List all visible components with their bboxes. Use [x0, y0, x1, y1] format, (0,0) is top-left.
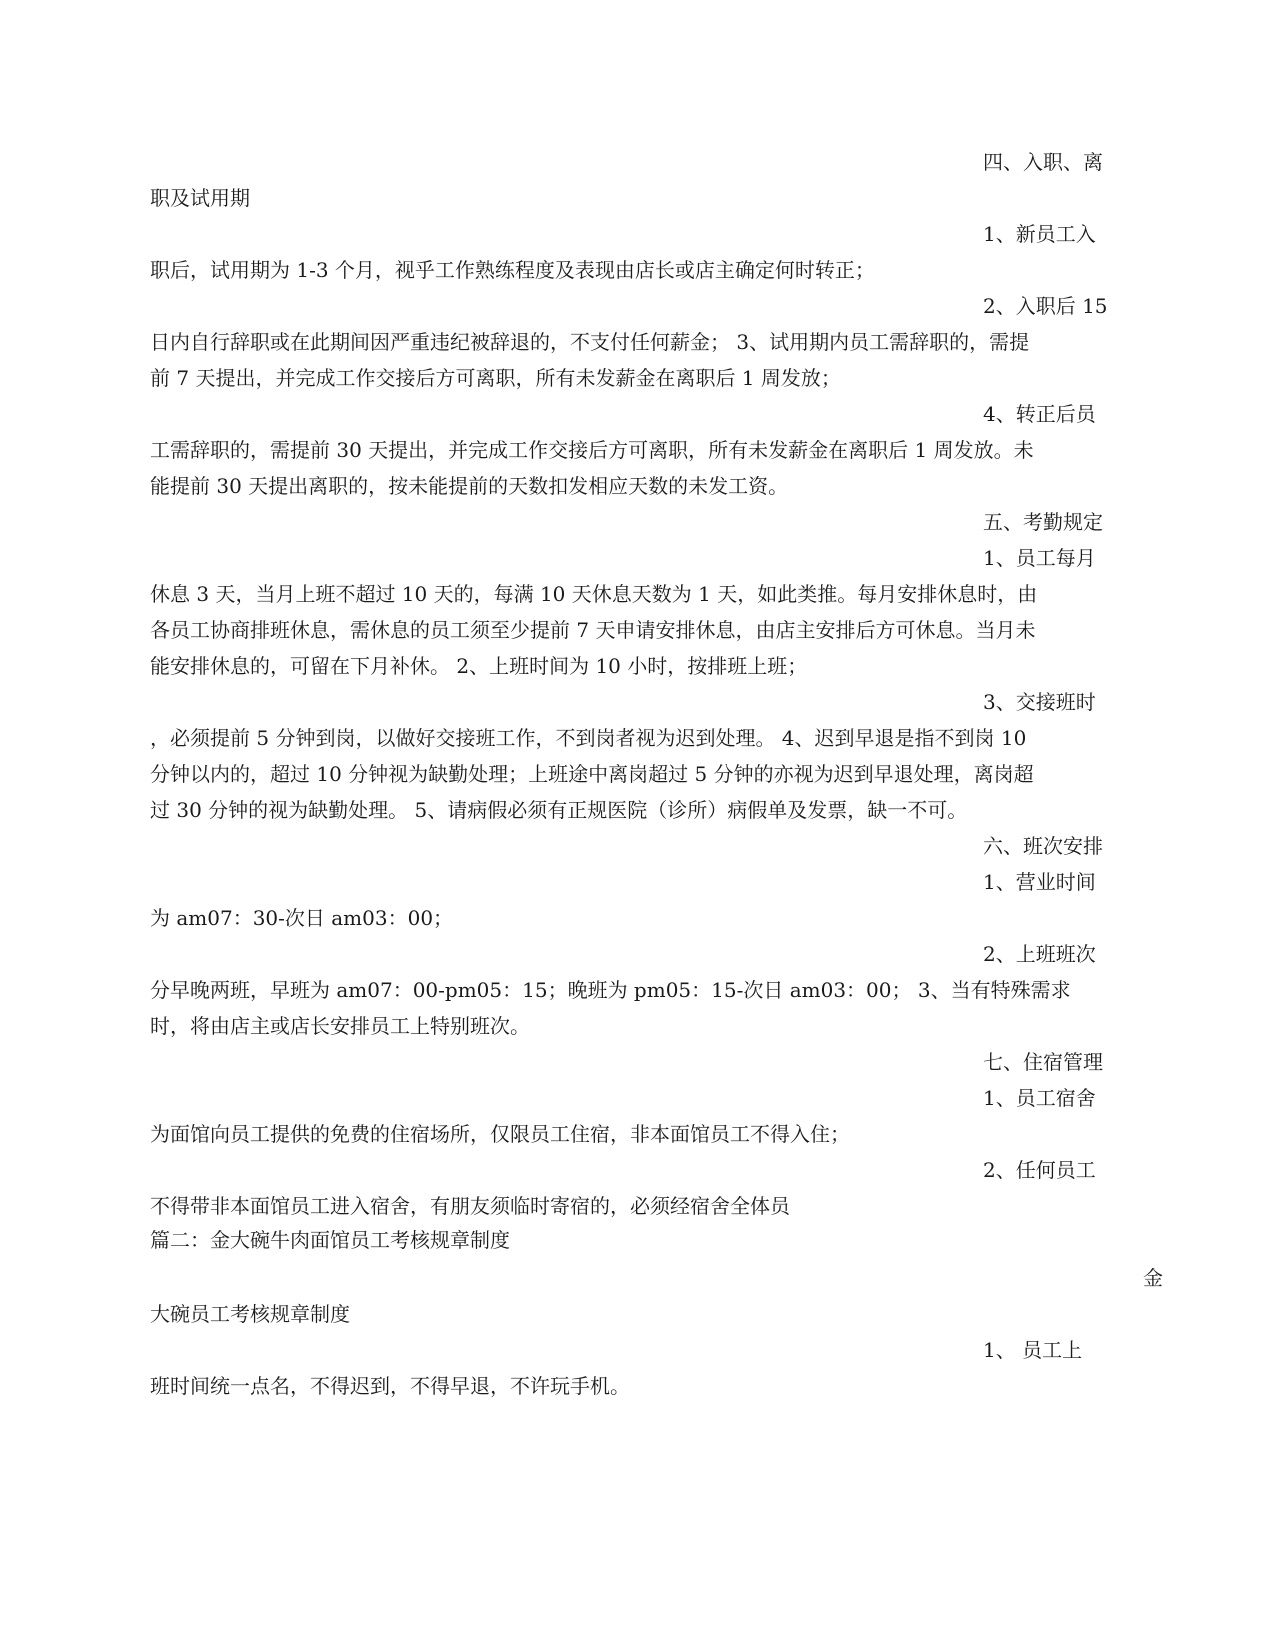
- text-line: 不得带非本面馆员工进入宿舍，有朋友须临时寄宿的，必须经宿舍全体员: [150, 1194, 790, 1218]
- text-line: 大碗员工考核规章制度: [150, 1302, 350, 1326]
- text-line: 3、交接班时: [983, 690, 1096, 714]
- text-line: 2、任何员工: [983, 1158, 1096, 1182]
- text-line: ，必须提前 5 分钟到岗，以做好交接班工作，不到岗者视为迟到处理。 4、迟到早退是指不到岗 10: [150, 726, 1027, 750]
- section-heading-4: 四、入职、离: [983, 150, 1103, 174]
- text-line: 1、营业时间: [983, 870, 1096, 894]
- text-line: 1、员工宿舍: [983, 1086, 1096, 1110]
- text-line: 能安排休息的，可留在下月补休。 2、上班时间为 10 小时，按排班上班；: [150, 654, 808, 678]
- section-heading-5: 五、考勤规定: [983, 510, 1103, 534]
- text-line: 时，将由店主或店长安排员工上特别班次。: [150, 1014, 530, 1038]
- text-line: 金: [1143, 1266, 1163, 1290]
- text-line: 工需辞职的，需提前 30 天提出，并完成工作交接后方可离职，所有未发薪金在离职后 1 周发放。未: [150, 438, 1034, 462]
- text-line: 1、 员工上: [983, 1338, 1083, 1362]
- text-line: 1、员工每月: [983, 546, 1096, 570]
- text-line: 能提前 30 天提出离职的，按未能提前的天数扣发相应天数的未发工资。: [150, 474, 789, 498]
- text-line: 班时间统一点名，不得迟到，不得早退，不许玩手机。: [150, 1374, 630, 1398]
- text-line: 4、转正后员: [983, 402, 1096, 426]
- text-line: 过 30 分钟的视为缺勤处理。 5、请病假必须有正规医院（诊所）病假单及发票，缺一不可。: [150, 798, 968, 822]
- text-line: 休息 3 天，当月上班不超过 10 天的，每满 10 天休息天数为 1 天，如此类推。每月安排休息时，由: [150, 582, 1038, 606]
- text-line: 分钟以内的，超过 10 分钟视为缺勤处理；上班途中离岗超过 5 分钟的亦视为迟到早退处理，离岗超: [150, 762, 1034, 786]
- text-line: 1、新员工入: [983, 222, 1096, 246]
- text-line: 各员工协商排班休息，需休息的员工须至少提前 7 天申请安排休息，由店主安排后方可休息。当月未: [150, 618, 1036, 642]
- text-line: 日内自行辞职或在此期间因严重违纪被辞退的，不支付任何薪金； 3、试用期内员工需辞职的，需提: [150, 330, 1030, 354]
- section-heading-7: 七、住宿管理: [983, 1050, 1103, 1074]
- section-heading-6: 六、班次安排: [983, 834, 1103, 858]
- text-line: 2、入职后 15: [983, 294, 1108, 318]
- text-line: 职后，试用期为 1-3 个月，视乎工作熟练程度及表现由店长或店主确定何时转正；: [150, 258, 875, 282]
- text-line: 2、上班班次: [983, 942, 1096, 966]
- text-line: 为面馆向员工提供的免费的住宿场所，仅限员工住宿，非本面馆员工不得入住；: [150, 1122, 850, 1146]
- text-line: 前 7 天提出，并完成工作交接后方可离职，所有未发薪金在离职后 1 周发放；: [150, 366, 841, 390]
- text-line: 职及试用期: [150, 186, 250, 210]
- text-line: 分早晚两班，早班为 am07：00-pm05：15；晚班为 pm05：15-次日 am03：00； 3、当有特殊需求: [150, 978, 1071, 1002]
- article-title: 篇二：金大碗牛肉面馆员工考核规章制度: [150, 1228, 510, 1252]
- text-line: 为 am07：30-次日 am03：00；: [150, 906, 454, 930]
